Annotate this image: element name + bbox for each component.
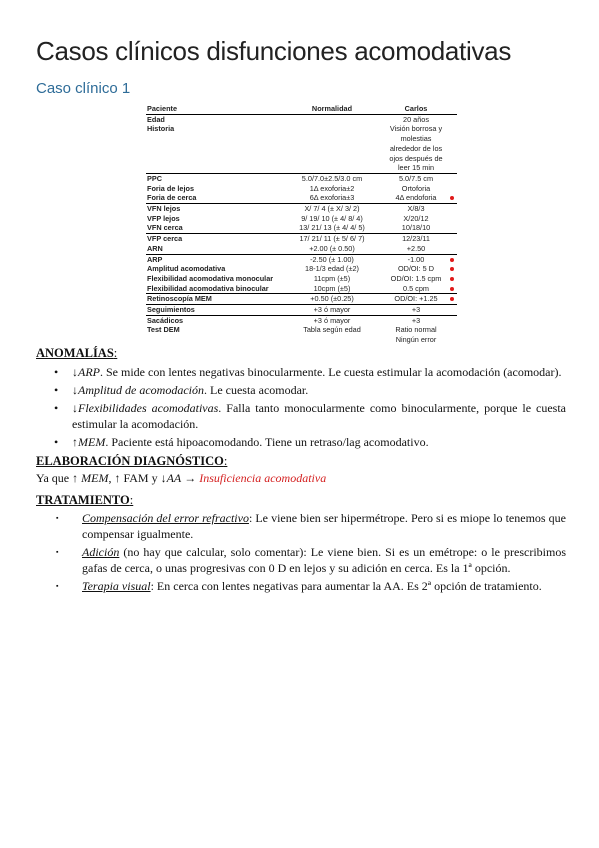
alert-dot-icon	[450, 277, 454, 281]
row-marker	[447, 325, 457, 344]
row-carlos: Visión borrosa y molestias alrededor de los ojos después de leer 15 min	[385, 124, 447, 173]
anomaly-text: . Le cuesta acomodar.	[203, 383, 309, 397]
row-normalidad	[279, 114, 385, 124]
row-normalidad: Tabla según edad	[303, 325, 361, 335]
row-marker	[447, 264, 457, 274]
bullet-icon: •	[54, 365, 59, 379]
alert-dot-icon	[450, 258, 454, 262]
bullet-icon: •	[54, 401, 59, 415]
list-item	[36, 510, 566, 542]
table-row	[146, 234, 457, 244]
anomaly-text: . Se mide con lentes negativas binocularmente. Le cuesta estimular la acomodación (acomodar).	[100, 365, 562, 379]
list-item	[36, 434, 566, 450]
row-label: Foria de cerca	[146, 193, 279, 203]
row-normalidad: +2.00 (± 0.50)	[279, 244, 385, 254]
row-carlos: 12/23/11	[402, 234, 430, 244]
row-carlos: 10/18/10	[385, 223, 447, 233]
trend-arrow-icon: ↓	[72, 383, 78, 397]
row-normalidad: 18-1/3 edad (±2)	[305, 264, 359, 274]
table-row	[146, 124, 457, 173]
row-carlos: +2.50	[385, 244, 447, 254]
header-paciente: Paciente	[146, 104, 279, 114]
row-normalidad: 13/ 21/ 13 (± 4/ 4/ 5)	[279, 223, 385, 233]
clinical-table	[146, 104, 457, 345]
row-marker	[447, 294, 457, 305]
bullet-icon: •	[54, 383, 59, 397]
tratamiento-list	[36, 510, 566, 596]
row-label: Test DEM	[147, 325, 180, 335]
row-label: Amplitud acomodativa	[147, 264, 226, 274]
treatment-term: Adición	[82, 545, 120, 559]
list-item	[36, 544, 566, 576]
treatment-text: : Le viene bien ser hipermétrope. Pero si es miope lo tenemos que compensar igualmente.	[82, 511, 566, 541]
table-row	[146, 254, 457, 264]
row-carlos: 20 años	[403, 114, 429, 124]
row-label: Historia	[146, 124, 279, 173]
anomalias-heading: ANOMALÍAS:	[36, 346, 118, 360]
row-label: ARP	[147, 254, 163, 264]
treatment-term: Terapia visual	[82, 579, 151, 593]
header-carlos: Carlos	[385, 104, 447, 114]
row-carlos: OD/OI: +1.25	[385, 294, 447, 305]
table-row	[146, 284, 457, 294]
row-marker	[447, 184, 457, 194]
row-marker	[447, 214, 457, 224]
row-label: Flexibilidad acomodativa binocular	[146, 284, 279, 294]
header-spacer	[447, 104, 457, 114]
row-marker	[447, 244, 457, 254]
anomaly-term: MEM	[78, 435, 106, 449]
tratamiento-heading: TRATAMIENTO:	[36, 493, 134, 507]
row-carlos: 0.5 cpm	[385, 284, 447, 294]
alert-dot-icon	[450, 267, 454, 271]
table-row	[146, 204, 457, 214]
table-header-row	[146, 104, 457, 114]
header-normalidad: Normalidad	[279, 104, 385, 114]
anomaly-text: . Falla tanto monocularmente como binocularmente, porque le cuesta estimular la acomodación.	[72, 401, 567, 431]
anomaly-term: ARP	[78, 365, 100, 379]
trend-arrow-icon: ↓	[72, 365, 78, 379]
page-title: Casos clínicos disfunciones acomodativas	[36, 36, 512, 66]
table-row	[146, 193, 457, 203]
row-marker	[447, 274, 457, 284]
treatment-text: (no hay que calcular, solo comentar): Le viene bien. Si es un emétrope: o le prescribimos gafas de cerca, o unas progresivas con 0 D en lejos y su adición en cerca. Es la 1ª opción.	[82, 545, 566, 575]
alert-dot-icon	[450, 297, 454, 301]
row-normalidad: +3 ó mayor	[313, 315, 351, 325]
row-normalidad	[279, 124, 385, 173]
row-carlos: 4Δ endoforia	[385, 193, 447, 203]
row-carlos: X/8/3	[407, 204, 425, 214]
row-label: Edad	[147, 114, 165, 124]
table-row	[146, 294, 457, 305]
row-label: VFP cerca	[147, 234, 183, 244]
alert-dot-icon	[450, 196, 454, 200]
bullet-icon: •	[54, 435, 59, 449]
anomalias-list	[36, 364, 566, 452]
row-label: PPC	[147, 173, 163, 183]
row-label: ARN	[146, 244, 279, 254]
row-label: Foria de lejos	[147, 183, 195, 193]
row-label: VFP lejos	[147, 213, 180, 223]
treatment-term: Compensación del error refractivo	[82, 511, 249, 525]
row-label: VFN cerca	[146, 223, 279, 233]
anomaly-term: Amplitud de acomodación	[78, 383, 204, 397]
table-row	[146, 184, 457, 194]
row-normalidad: 1Δ exoforia±2	[309, 183, 355, 193]
treatment-text: : En cerca con lentes negativas para aumentar la AA. Es 2ª opción de tratamiento.	[150, 579, 542, 593]
row-carlos: +3	[411, 315, 421, 325]
row-carlos: +3	[385, 305, 447, 316]
alert-dot-icon	[450, 287, 454, 291]
list-item	[36, 364, 566, 380]
table-row	[146, 315, 457, 325]
square-bullet-icon: ▪	[56, 514, 59, 522]
table-row	[146, 173, 457, 183]
list-item	[36, 578, 566, 594]
trend-arrow-icon: ↓	[72, 401, 78, 415]
diagnostico-heading: ELABORACIÓN DIAGNÓSTICO:	[36, 454, 228, 468]
row-label: VFN lejos	[147, 204, 181, 214]
table-row	[146, 274, 457, 284]
row-marker	[447, 254, 457, 264]
row-carlos: Ortoforia	[401, 183, 431, 193]
row-marker	[447, 173, 457, 183]
table-row	[146, 223, 457, 233]
row-carlos: Ratio normal Ningún error	[395, 325, 437, 345]
table-row	[146, 214, 457, 224]
row-normalidad: 11cpm (±5)	[313, 273, 351, 283]
table-row	[146, 305, 457, 316]
row-carlos: OD/OI: 5 D	[397, 264, 435, 274]
row-marker	[447, 223, 457, 233]
list-item	[36, 400, 566, 432]
row-marker	[447, 315, 457, 325]
row-carlos: 5.0/7.5 cm	[398, 173, 434, 183]
row-carlos: X/20/12	[403, 213, 429, 223]
diagnosis-result: Insuficiencia acomodativa	[199, 471, 327, 485]
row-normalidad: 5.0/7.0±2.5/3.0 cm	[301, 173, 363, 183]
row-normalidad: 10cpm (±5)	[279, 284, 385, 294]
row-normalidad: +0.50 (±0.25)	[279, 294, 385, 305]
trend-arrow-icon: ↑	[72, 435, 78, 449]
row-label: Sacádicos	[147, 315, 184, 325]
list-item	[36, 382, 566, 398]
case-subtitle: Caso clínico 1	[36, 80, 131, 97]
table-row	[146, 114, 457, 124]
square-bullet-icon: ▪	[56, 548, 59, 556]
row-marker	[447, 305, 457, 316]
row-label: Retinoscopía MEM	[146, 294, 279, 305]
row-marker	[447, 124, 457, 173]
diagnostico-text: Ya que ↑ MEM, ↑ FAM y ↓AA → Insuficiencia acomodativa	[36, 471, 327, 485]
row-normalidad: 17/ 21/ 11 (± 5/ 6/ 7)	[299, 234, 365, 244]
row-normalidad: +3 ó mayor	[279, 305, 385, 316]
row-carlos: -1.00	[407, 254, 425, 264]
row-label: Flexibilidad acomodativa monocular	[147, 273, 274, 283]
row-marker	[447, 284, 457, 294]
row-marker	[447, 234, 457, 244]
row-marker	[447, 193, 457, 203]
row-normalidad: 6Δ exoforia±3	[279, 193, 385, 203]
row-label: Seguimientos	[146, 305, 279, 316]
table-row	[146, 244, 457, 254]
square-bullet-icon: ▪	[56, 582, 59, 590]
table-row	[146, 325, 457, 344]
anomaly-term: Flexibilidades acomodativas	[78, 401, 219, 415]
row-normalidad: -2.50 (± 1.00)	[310, 254, 354, 264]
row-normalidad: X/ 7/ 4 (± X/ 3/ 2)	[304, 204, 360, 214]
anomaly-text: . Paciente está hipoacomodando. Tiene un retraso/lag acomodativo.	[105, 435, 429, 449]
table-row	[146, 264, 457, 274]
row-marker	[447, 114, 457, 124]
row-marker	[447, 204, 457, 214]
row-carlos: OD/OI: 1.5 cpm	[390, 273, 442, 283]
row-normalidad: 9/ 19/ 10 (± 4/ 8/ 4)	[301, 213, 363, 223]
